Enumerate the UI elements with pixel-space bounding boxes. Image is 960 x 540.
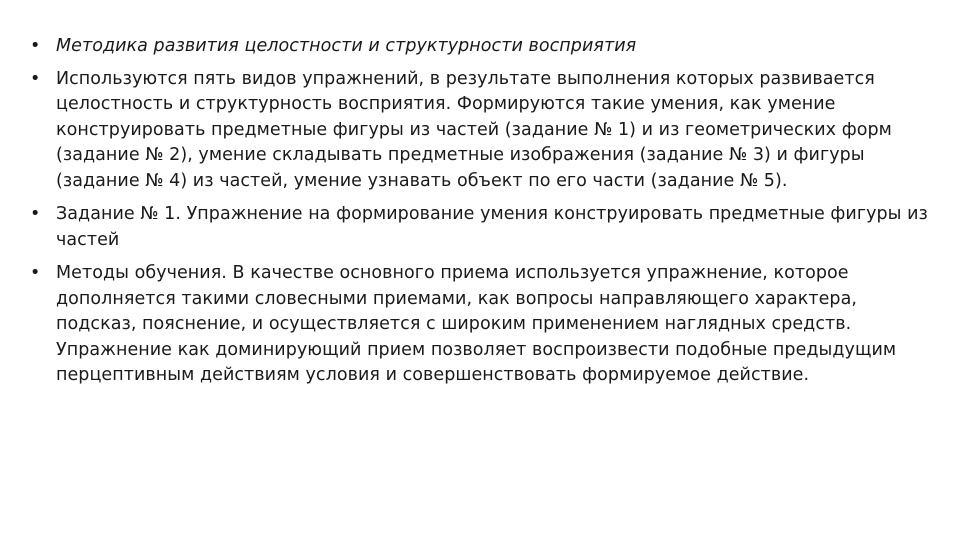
bullet-text: Методы обучения. В качестве основного приема используется упражнение, которое дополняется такими словесными приемами, как вопросы направляющего характера, подсказ, пояснение, и осуществляется с широким применением наглядных средств. Упражнение как доминирующий прием позволяет воспроизвести подобные предыдущим перцептивным действиям условия и совершенствовать формируемое действие.: [56, 263, 897, 385]
bullet-text: Методика развития целостности и структурности восприятия: [56, 36, 637, 56]
bullet-item-method-title: [30, 34, 940, 60]
bullet-list: [30, 34, 940, 397]
bullet-marker: •: [30, 263, 41, 283]
bullet-marker: •: [30, 204, 41, 224]
bullet-text: Используются пять видов упражнений, в результате выполнения которых развивается целостность и структурность восприятия. Формируются такие умения, как умение конструировать предметные фигуры из частей (задание № 1) и из геометрических форм (задание № 2), умение складывать предметные изображения (задание № 3) и фигуры (задание № 4) из частей, умение узнавать объект по его части (задание № 5).: [56, 68, 892, 191]
bullet-marker: •: [30, 68, 41, 89]
bullet-marker: •: [30, 36, 41, 56]
bullet-item-teaching-methods: [30, 261, 940, 389]
bullet-text: Задание № 1. Упражнение на формирование умения конструировать предметные фигуры из частей: [56, 204, 928, 250]
bullet-item-exercises: [30, 67, 940, 195]
bullet-item-task-1: [30, 202, 940, 253]
